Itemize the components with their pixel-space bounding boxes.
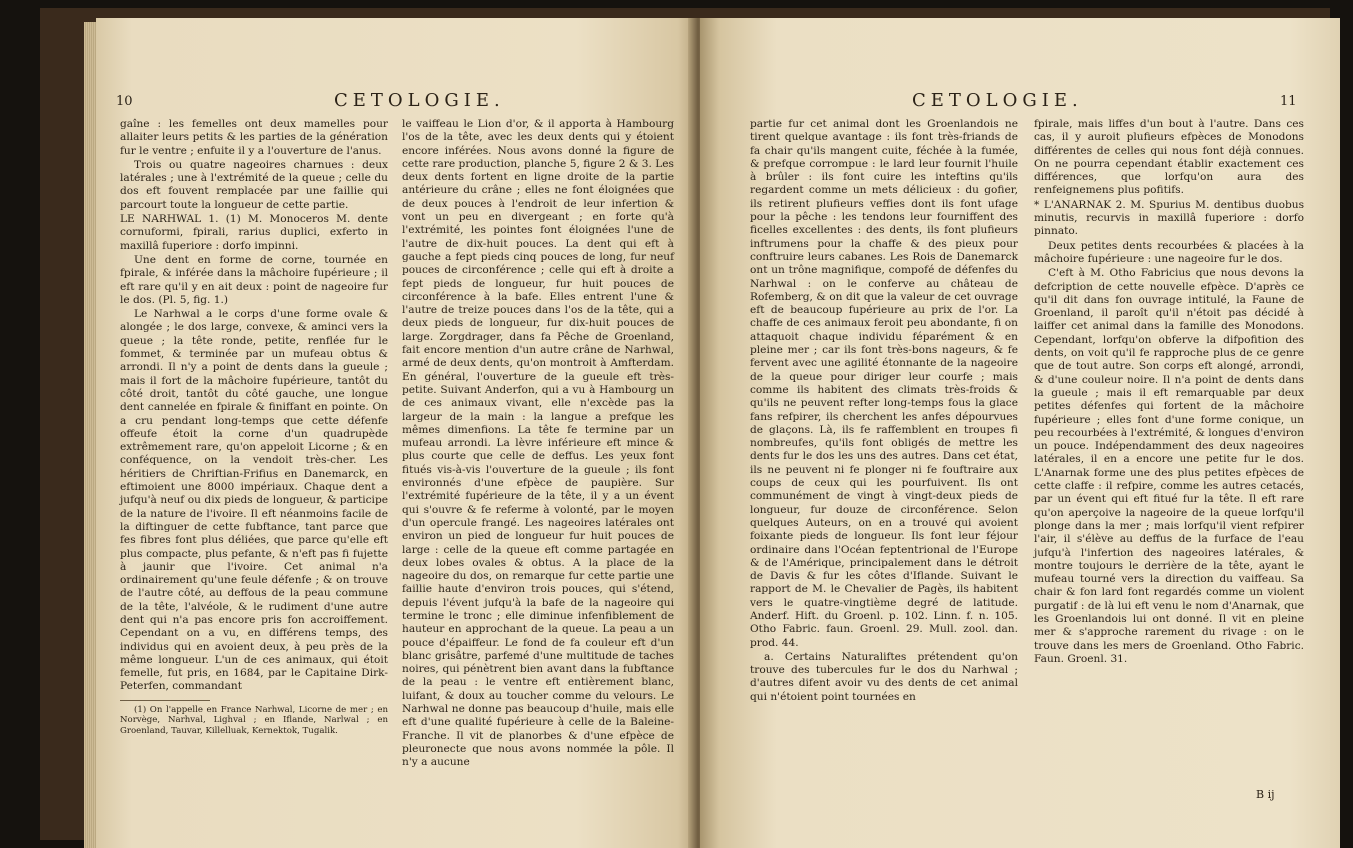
left-running-head (96, 90, 696, 114)
right-page-number: 11 (1280, 94, 1297, 109)
species-entry-anarnak: * L'ANARNAK 2. M. Spurius M. dentibus duobus minutis, recurvis in maxillâ fuperiore : dorfo pinnato. (1034, 198, 1304, 238)
paragraph: Une dent en forme de corne, tournée en fpirale, & inférée dans la mâchoire fupérieure ; il eft rare qu'il y en ait deux : point de nageoire fur le dos. (Pl. 5, fig. 1.) (120, 253, 388, 306)
species-entry-narhwal: LE NARHWAL 1. (1) M. Monoceros M. dente cornuformi, fpirali, rarius duplici, exferto in maxillâ fuperiore : dorfo impinni. (120, 213, 388, 252)
footnote-rule (120, 700, 210, 701)
paragraph: partie fur cet animal dont les Groenlandois ne tirent quelque avantage : ils font très-friands de fa chair qu'ils mangent cuite, féchée à la fumée, & prefque corrompue : le lard leur fournit l'huile à brûler : ils font cuire les inteftins qu'ils regardent comme un mets délicieux : du gofier, ils retirent plufieurs veffies dont ils font ufage pour la pêche : les tendons leur fourniffent des ficelles excellentes : des dents, ils font plufieurs inftrumens pour la chaffe & des pieux pour conftruire leurs cabanes. Les Rois de Danemarck ont un trône magnifique, compofé de défenfes du Narhwal : on le conferve au château de Rofemberg, & on dit que la valeur de cet ouvrage eft de beaucoup fupérieure au prix de l'or. La chaffe de ces animaux feroit peu abondante, fi on attaquoit chaque individu féparément & en pleine mer ; car ils font très-bons nageurs, & fe fervent avec une agilité étonnante de la nageoire de la queue pour diriger leur courfe ; mais comme ils habitent des climats très-froids & qu'ils ne peuvent refter long-temps fous la glace fans refpirer, ils cherchent les anfes dépourvues de glaçons. Là, ils fe raffemblent en troupes fi nombreufes, qu'ils font obligés de mettre les dents fur le dos les uns des autres. Dans cet état, ils ne peuvent ni fe plonger ni fe fouftraire aux coups de ceux qui les pourfuivent. Ils ont communément de vingt à vingt-deux pieds de longueur, fur douze de circonférence. Selon quelques Auteurs, on en a trouvé qui avoient foixante pieds de longueur. Ils font leur féjour ordinaire dans l'Océan feptentrional de l'Europe & de l'Amérique, principalement dans le détroit de Davis & fur les côtes d'Iflande. Suivant le rapport de M. le Chevalier de Pagès, ils habitent vers le quatre-vingtième degré de latitude. Anderf. Hift. du Groenl. p. 102. Linn. f. n. 105. Otho Fabric. faun. Groenl. 29. Mull. zool. dan. prod. 44. (750, 118, 1018, 649)
right-head-title: CETOLOGIE. (912, 90, 1083, 111)
paragraph: gaîne : les femelles ont deux mamelles pour allaiter leurs petits & les parties de la génération fur le ventre ; enfuite il y a l'ouverture de l'anus. (120, 118, 388, 157)
paragraph: le vaiffeau le Lion d'or, & il apporta à Hambourg l'os de la tête, avec les deux dents qui y étoient encore inférées. Nous avons donné la figure de cette rare production, planche 5, figure 2 & 3. Les deux dents fortent en ligne droite de la partie antérieure du crâne ; elles ne font éloignées que de deux pouces à l'endroit de leur infertion & vont un peu en divergeant ; en forte qu'à l'extrémité, les pointes font éloignées l'une de l'autre de dix-huit pouces. La dent qui eft à gauche a fept pieds cinq pouces de long, fur neuf pouces de circonférence ; celle qui eft à droite a fept pieds de longueur, fur huit pouces de circonférence à la bafe. Elles entrent l'une & l'autre de treize pouces dans l'os de la tête, qui a deux pieds de longueur, fur dix-huit pouces de large. Zorgdrager, dans fa Pêche de Groenland, fait encore mention d'un autre crâne de Narhwal, armé de deux dents, qu'on montroit à Amfterdam. En général, l'ouverture de la gueule eft très-petite. Suivant Anderfon, qui a vu à Hambourg un de ces animaux vivant, elle n'excède pas la largeur de la main : la langue a prefque les mêmes dimenfions. La tête fe termine par un mufeau arrondi. La lèvre inférieure eft mince & plus courte que celle de deffus. Les yeux font fitués vis-à-vis l'ouverture de la gueule ; ils font environnés d'une efpèce de paupière. Sur l'extrémité fupérieure de la tête, il y a un évent qui s'ouvre & fe referme à volonté, par le moyen d'un opercule frangé. Les nageoires latérales ont environ un pied de longueur fur huit pouces de large : celle de la queue eft comme partagée en deux lobes ovales & obtus. A la place de la nageoire du dos, on remarque fur cette partie une faillie haute d'environ trois pouces, qui s'étend, depuis l'évent jufqu'à la bafe de la nageoire qui termine le tronc ; elle diminue infenfiblement de hauteur en approchant de la queue. La peau a un pouce d'épaiffeur. Le fond de fa couleur eft d'un blanc grisâtre, parfemé d'une multitude de taches noires, qui pénètrent bien avant dans la fubftance de la peau : le ventre eft entièrement blanc, luifant, & doux au toucher comme du velours. Le Narhwal ne donne pas beaucoup d'huile, mais elle eft d'une qualité fupérieure à celle de la Baleine-Franche. Il vit de planorbes & d'une efpèce de pleuronecte que nous avons nommée la pôle. Il n'y a aucune (402, 118, 674, 769)
left-page (96, 18, 696, 848)
signature-mark: B ij (1256, 788, 1275, 801)
left-head-title: CETOLOGIE. (334, 90, 505, 111)
paragraph: Trois ou quatre nageoires charnues : deux latérales ; une à l'extrémité de la queue ; celle du dos eft fouvent remplacée par une faillie qui parcourt toute la longueur de cette partie. (120, 158, 388, 211)
paragraph: C'eft à M. Otho Fabricius que nous devons la defcription de cette nouvelle efpèce. D'après ce qu'il dit dans fon ouvrage intitulé, la Faune de Groenland, il paroît qu'il n'étoit pas décidé à laiffer cet animal dans la famille des Monodons. Cependant, lorfqu'on obferve la difpofition des dents, on voit qu'il fe rapproche plus de ce genre que de tout autre. Son corps eft alongé, arrondi, & d'une couleur noire. Il n'a point de dents dans la gueule ; mais il eft remarquable par deux petites défenfes qui fortent de la mâchoire fupérieure ; elles font d'une forme conique, un peu recourbées à l'extrémité, & longues d'environ un pouce. Indépendamment des deux nageoires latérales, il en a encore une petite fur le dos. L'Anarnak forme une des plus petites efpèces de cette claffe : il refpire, comme les autres cetacés, par un évent qui eft fitué fur la tête. Il eft rare qu'on aperçoive la nageoire de la queue lorfqu'il plonge dans la mer ; mais lorfqu'il vient refpirer l'air, il s'élève au deffus de la furface de l'eau jufqu'à l'infertion des nageoires latérales, & montre toujours le derrière de la tête, ayant le mufeau tourné vers la direction du vaiffeau. Sa chair & fon lard font regardés comme un violent purgatif : de là lui eft venu le nom d'Anarnak, que les Groenlandois lui ont donné. Il vit en pleine mer & s'approche rarement du rivage : on le trouve dans les mers de Groenland. Otho Fabric. Faun. Groenl. 31. (1034, 267, 1304, 665)
right-column-1 (750, 118, 1018, 705)
left-column-1 (120, 118, 388, 737)
right-column-2 (1034, 118, 1304, 667)
paragraph: Deux petites dents recourbées & placées à la mâchoire fupérieure : une nageoire fur le dos. (1034, 239, 1304, 265)
paragraph: fpirale, mais liffes d'un bout à l'autre. Dans ces cas, il y auroit plufieurs efpèces de Monodons différentes de celles qui nous font déjà connues. On ne pourra cependant établir exactement ces différences, que lorfqu'on aura des renfeignemens plus pofitifs. (1034, 118, 1304, 197)
right-running-head (700, 90, 1340, 114)
open-book (40, 8, 1330, 840)
paragraph: Le Narhwal a le corps d'une forme ovale & alongée ; le dos large, convexe, & aminci vers la queue ; la tête ronde, petite, renflée fur le fommet, & terminée par un mufeau obtus & arrondi. Il n'y a point de dents dans la gueule ; mais il fort de la mâchoire fupérieure, tantôt du côté droit, tantôt du côté gauche, une longue dent cannelée en fpirale & finiffant en pointe. On a cru pendant long-temps que cette défenfe offeufe étoit la corne d'un quadrupède extrêmement rare, qu'on appeloit Licorne ; & en conféquence, on la vendoit très-cher. Les héritiers de Chriftian-Frifius en Danemarck, en eftimoient une 8000 impériaux. Chaque dent a jufqu'à neuf ou dix pieds de longueur, & participe de la nature de l'ivoire. Il eft néanmoins facile de la diftinguer de cette fubftance, tant parce que fes fibres font plus déliées, que parce qu'elle eft plus compacte, plus pefante, & n'eft pas fi fujette à jaunir que l'ivoire. Cet animal n'a ordinairement qu'une feule défenfe ; & on trouve de l'autre côté, au deffous de la peau commune de la tête, l'alvéole, & le rudiment d'une autre dent qui n'a pas encore pris fon accroiffement. Cependant on a vu, en différens temps, des individus qui en avoient deux, à peu près de la même longueur. L'un de ces animaux, qui étoit femelle, fut pris, en 1684, par le Capitaine Dirk-Peterfen, commandant (120, 308, 388, 693)
paragraph: a. Certains Naturaliftes prétendent qu'on trouve des tubercules fur le dos du Narhwal ; d'autres difent avoir vu des dents de cet animal qui n'étoient point tournées en (750, 650, 1018, 703)
right-page (700, 18, 1340, 848)
left-column-2 (402, 118, 674, 771)
footnote: (1) On l'appelle en France Narhwal, Licorne de mer ; en Norvège, Narhval, Lighval ; en Iflande, Narlwal ; en Groenland, Tauvar, Killelluak, Kernektok, Tugalik. (120, 704, 388, 736)
left-page-number: 10 (116, 94, 133, 109)
